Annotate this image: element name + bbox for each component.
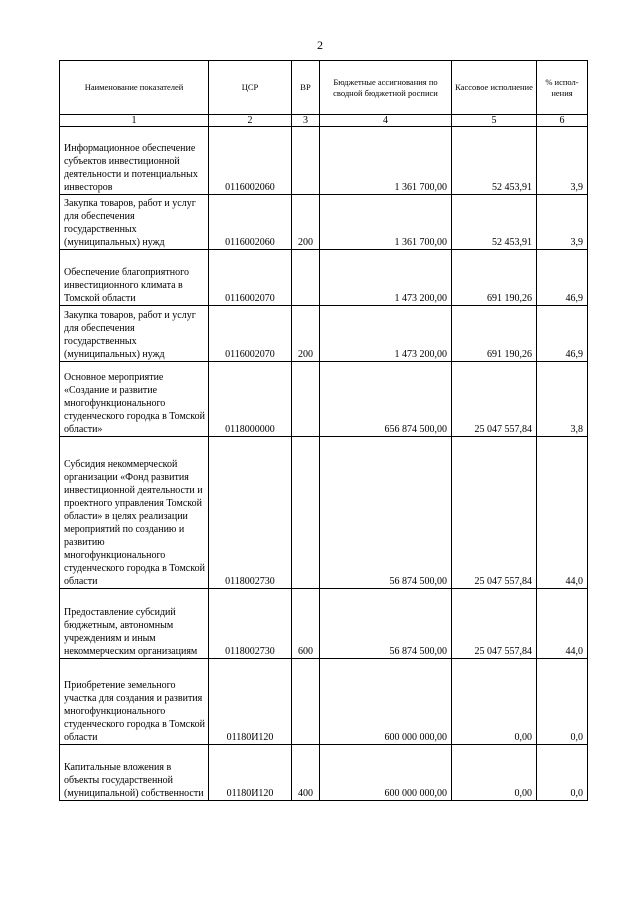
- row-cash: 0,00: [452, 659, 537, 745]
- row-csr: 0118002730: [209, 437, 292, 589]
- row-percent: 0,0: [537, 745, 588, 801]
- row-budget: 1 361 700,00: [320, 195, 452, 250]
- row-name: Предоставление субсидий бюджетным, автономным учреждениям и иным некоммерческим организациям: [60, 589, 209, 659]
- row-percent: 44,0: [537, 589, 588, 659]
- row-budget: 656 874 500,00: [320, 362, 452, 437]
- row-name: Субсидия некоммерческой организации «Фонд развития инвестиционной деятельности и проектного управления Томской области» в целях реализации мероприятий по созданию и развитию многофункционального студенческого городка в Томской области: [60, 437, 209, 589]
- row-vr: [292, 659, 320, 745]
- column-number-row: [60, 115, 588, 127]
- column-number: 6: [537, 115, 588, 127]
- row-csr: 0116002070: [209, 250, 292, 306]
- table-row: [60, 745, 588, 801]
- row-budget: 56 874 500,00: [320, 589, 452, 659]
- header-percent: % испол-нения: [537, 61, 588, 115]
- row-cash: 25 047 557,84: [452, 437, 537, 589]
- row-percent: 44,0: [537, 437, 588, 589]
- row-percent: 46,9: [537, 250, 588, 306]
- row-vr: 400: [292, 745, 320, 801]
- table-row: [60, 250, 588, 306]
- column-number: 2: [209, 115, 292, 127]
- row-cash: 25 047 557,84: [452, 589, 537, 659]
- row-cash: 25 047 557,84: [452, 362, 537, 437]
- row-cash: 52 453,91: [452, 127, 537, 195]
- table-row: [60, 306, 588, 362]
- column-number: 4: [320, 115, 452, 127]
- column-number: 5: [452, 115, 537, 127]
- row-name: Информационное обеспечение субъектов инвестиционной деятельности и потенциальных инвесторов: [60, 127, 209, 195]
- header-csr: ЦСР: [209, 61, 292, 115]
- table-row: [60, 659, 588, 745]
- row-budget: 1 473 200,00: [320, 250, 452, 306]
- row-budget: 56 874 500,00: [320, 437, 452, 589]
- row-cash: 0,00: [452, 745, 537, 801]
- header-name: Наименование показателей: [60, 61, 209, 115]
- page-number: 2: [317, 38, 323, 52]
- row-csr: 0116002070: [209, 306, 292, 362]
- row-cash: 691 190,26: [452, 250, 537, 306]
- header-budget: Бюджетные ассигнования по сводной бюджетной росписи: [320, 61, 452, 115]
- row-vr: [292, 437, 320, 589]
- row-percent: 0,0: [537, 659, 588, 745]
- row-csr: 0118002730: [209, 589, 292, 659]
- row-vr: 600: [292, 589, 320, 659]
- budget-execution-table: [59, 60, 588, 801]
- row-vr: [292, 362, 320, 437]
- row-name: Закупка товаров, работ и услуг для обеспечения государственных (муниципальных) нужд: [60, 306, 209, 362]
- row-cash: 52 453,91: [452, 195, 537, 250]
- row-budget: 1 361 700,00: [320, 127, 452, 195]
- header-vr: ВР: [292, 61, 320, 115]
- row-percent: 3,8: [537, 362, 588, 437]
- row-cash: 691 190,26: [452, 306, 537, 362]
- table-row: [60, 127, 588, 195]
- row-percent: 46,9: [537, 306, 588, 362]
- row-vr: [292, 127, 320, 195]
- column-number: 3: [292, 115, 320, 127]
- row-name: Закупка товаров, работ и услуг для обеспечения государственных (муниципальных) нужд: [60, 195, 209, 250]
- row-csr: 01180И120: [209, 659, 292, 745]
- header-row: [60, 61, 588, 115]
- table-row: [60, 362, 588, 437]
- row-vr: 200: [292, 306, 320, 362]
- table-row: [60, 589, 588, 659]
- row-csr: 0118000000: [209, 362, 292, 437]
- row-name: Основное мероприятие «Создание и развитие многофункционального студенческого городка в Томской области»: [60, 362, 209, 437]
- row-name: Обеспечение благоприятного инвестиционного климата в Томской области: [60, 250, 209, 306]
- row-name: Капитальные вложения в объекты государственной (муниципальной) собственности: [60, 745, 209, 801]
- row-name: Приобретение земельного участка для создания и развития многофункционального студенческого городка в Томской области: [60, 659, 209, 745]
- row-budget: 600 000 000,00: [320, 659, 452, 745]
- table-row: [60, 437, 588, 589]
- header-cash: Кассовое исполнение: [452, 61, 537, 115]
- row-csr: 0116002060: [209, 127, 292, 195]
- table-row: [60, 195, 588, 250]
- row-csr: 0116002060: [209, 195, 292, 250]
- row-vr: 200: [292, 195, 320, 250]
- row-percent: 3,9: [537, 127, 588, 195]
- row-vr: [292, 250, 320, 306]
- row-budget: 600 000 000,00: [320, 745, 452, 801]
- column-number: 1: [60, 115, 209, 127]
- row-budget: 1 473 200,00: [320, 306, 452, 362]
- row-csr: 01180И120: [209, 745, 292, 801]
- row-percent: 3,9: [537, 195, 588, 250]
